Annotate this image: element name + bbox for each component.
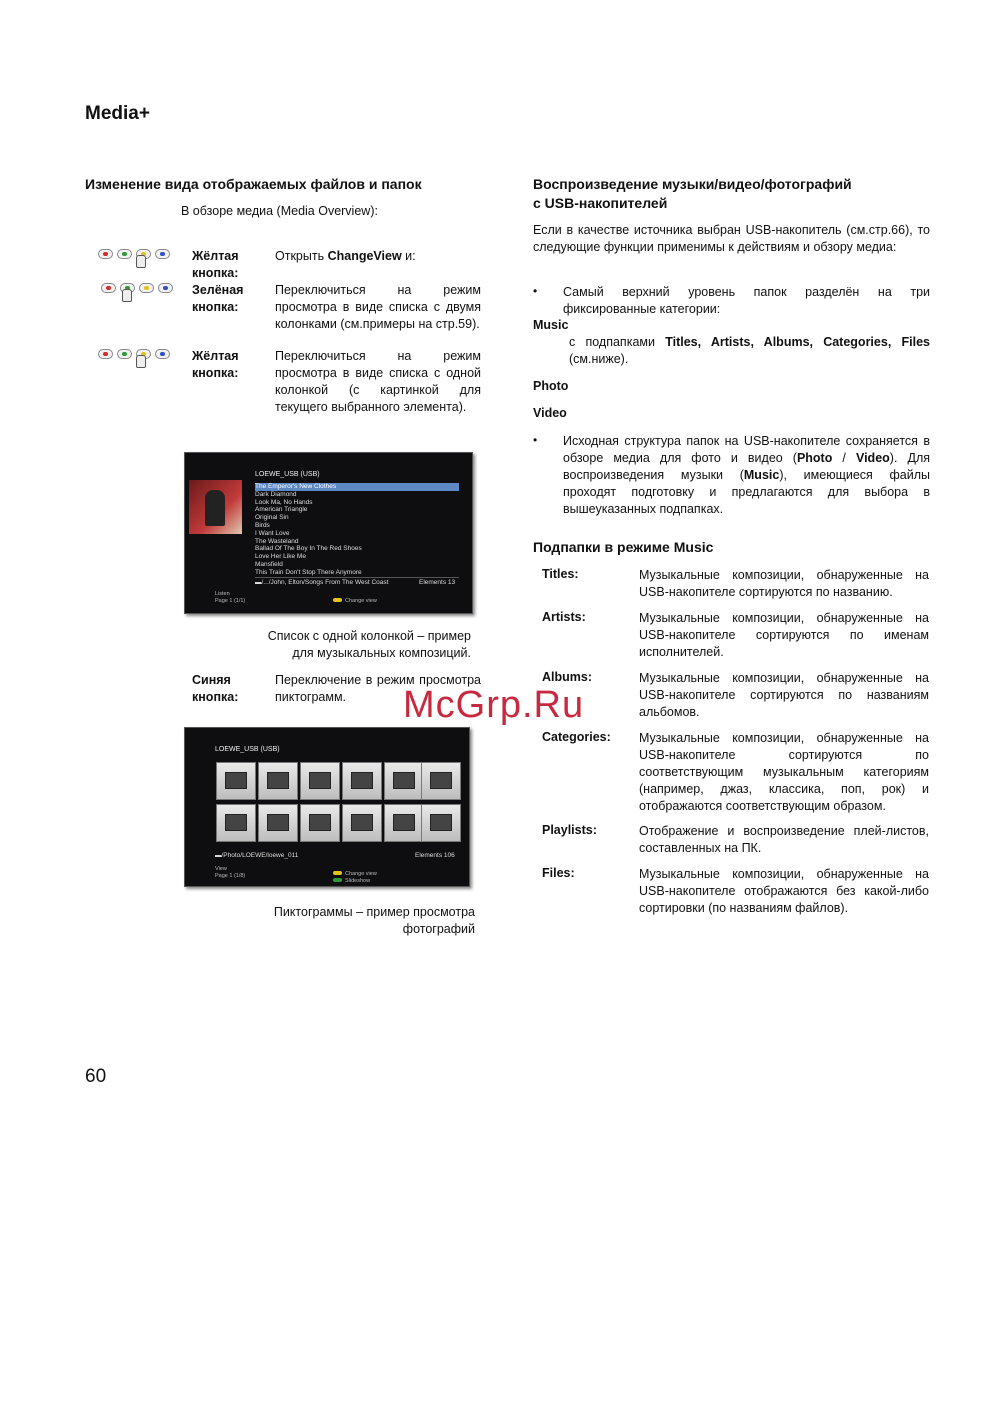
green-button-icon <box>117 349 132 359</box>
running-header: Media+ <box>85 103 150 124</box>
term-playlists: Playlists: <box>542 823 597 837</box>
green-button-icon <box>117 249 132 259</box>
track-item: Birds <box>255 521 270 529</box>
screen2-hints: View Page 1 (1/8) <box>215 866 246 879</box>
def-categories: Музыкальные композиции, обнаруженные на USB-накопителе сортируются по соответствующим музыкальным категориям (например, джаз, классика, поп, рок) и отображаются соответствующим образом. <box>639 731 929 813</box>
screen2-title: LOEWE_USB (USB) <box>215 746 280 753</box>
bullet-1: • <box>533 284 538 298</box>
def-files: Музыкальные композиции, обнаруженные на USB-накопителе отображаются без какой-либо сортировки (по названиям файлов). <box>639 867 929 915</box>
bullet1-text: Самый верхний уровень папок разделён на три фиксированные категории: <box>563 285 930 316</box>
blue-button-icon <box>155 349 170 359</box>
term-albums: Albums: <box>542 670 592 684</box>
photo-label: Photo <box>533 379 569 393</box>
page-number: 60 <box>85 1066 107 1087</box>
track-item: The Emperor's New Clothes <box>255 483 459 491</box>
track-item: Dark Diamond <box>255 490 297 498</box>
track-item: Love Her Like Me <box>255 553 306 561</box>
def-albums: Музыкальные композиции, обнаруженные на USB-накопителе сортируются по названиям альбомов. <box>639 671 929 719</box>
elements-count: Elements 13 <box>419 579 456 586</box>
thumbnail <box>421 804 461 842</box>
thumbnail <box>258 762 298 800</box>
track-item: The Wasteland <box>255 537 299 545</box>
term-categories: Categories: <box>542 730 611 744</box>
caption1: Список с одной колонкой – пример для музыкальных композиций. <box>267 629 471 660</box>
thumbnail <box>258 804 298 842</box>
screen2-color-hints: Change view Slideshow <box>333 871 377 884</box>
remote-buttons-yellow-icon <box>98 249 170 259</box>
row1-text: Открыть ChangeView и: <box>275 249 416 263</box>
watermark: McGrp.Ru <box>403 684 585 726</box>
pointing-hand-icon <box>136 355 146 368</box>
bullet-2: • <box>533 433 538 447</box>
row3-text: Переключиться на режим просмотра в виде списка с одной колонкой (с картинкой для текущего выбранного элемента). <box>275 349 481 414</box>
thumbnail <box>342 762 382 800</box>
term-artists: Artists: <box>542 610 586 624</box>
right-section-heading: Воспроизведение музыки/видео/фотографий с USB-накопителей <box>533 176 852 211</box>
term-files: Files: <box>542 866 575 880</box>
red-button-icon <box>98 349 113 359</box>
track-item: I Want Love <box>255 529 290 537</box>
change-view-hint: Change view <box>333 598 377 606</box>
def-artists: Музыкальные композиции, обнаруженные на USB-накопителе сортируются по именам исполнителей. <box>639 611 929 659</box>
caption2: Пиктограммы – пример просмотра фотографий <box>273 905 475 936</box>
left-intro: В обзоре медиа (Media Overview): <box>181 204 378 218</box>
remote-buttons-green-icon <box>101 283 173 293</box>
blue-row-label: Синяя кнопка: <box>192 673 239 704</box>
def-playlists: Отображение и воспроизведение плей-листов, составленных на ПК. <box>639 824 929 855</box>
thumbnail <box>342 804 382 842</box>
def-titles: Музыкальные композиции, обнаруженные на USB-накопителе сортируются по названию. <box>639 568 929 599</box>
row2-label: Зелёная кнопка: <box>192 283 244 314</box>
thumbnail <box>421 762 461 800</box>
pointing-hand-icon <box>136 255 146 268</box>
tv-screenshot-list-view <box>184 452 473 614</box>
album-cover-image <box>189 480 242 534</box>
track-item: Look Ma, No Hands <box>255 498 313 506</box>
thumbnail <box>384 762 424 800</box>
track-item: Mansfield <box>255 560 283 568</box>
thumbnail <box>216 804 256 842</box>
thumbnail <box>216 762 256 800</box>
track-list <box>255 483 459 577</box>
thumbnail <box>300 762 340 800</box>
music-subfolders-text: с подпапками Titles, Artists, Albums, Categories, Files (см.ниже). <box>569 335 930 366</box>
track-item: This Train Don't Stop There Anymore <box>255 568 362 576</box>
folder-path: ▬/.../John, Elton/Songs From The West Coast <box>255 579 389 586</box>
screen1-title: LOEWE_USB (USB) <box>255 471 320 478</box>
red-button-icon <box>101 283 116 293</box>
photo-elements-count: Elements 106 <box>415 852 455 859</box>
term-titles: Titles: <box>542 567 579 581</box>
bullet2-text: Исходная структура папок на USB-накопителе сохраняется в обзоре медиа для фото и видео (Photo / Video). Для воспроизведения музыки (Music), имеющиеся файлы проходят подготовку и предлагаются для выбора в вышеуказанных подпапках. <box>563 434 931 516</box>
thumbnail <box>300 804 340 842</box>
right-intro: Если в качестве источника выбран USB-накопитель (см.стр.66), то следующие функции применимы к действиям и обзору медиа: <box>533 223 930 254</box>
track-item: American Triangle <box>255 506 308 514</box>
music-subfolders-heading: Подпапки в режиме Music <box>533 539 714 555</box>
row3-label: Жёлтая кнопка: <box>192 349 239 380</box>
thumbnail <box>384 804 424 842</box>
remote-buttons-yellow-icon-2 <box>98 349 170 359</box>
screen1-hints: Listen Page 1 (1/1) <box>215 591 246 604</box>
row1-label: Жёлтая кнопка: <box>192 249 239 280</box>
blue-row-text: Переключение в режим просмотра пиктограмм. <box>275 673 481 704</box>
yellow-button-icon <box>139 283 154 293</box>
photo-folder-path: ▬/Photo/LOEWE/loewe_011 <box>215 852 299 859</box>
left-section-heading: Изменение вида отображаемых файлов и папок <box>85 176 422 192</box>
music-label: Music <box>533 318 569 332</box>
tv-screenshot-thumbnail-view <box>184 727 470 887</box>
row2-text: Переключиться на режим просмотра в виде списка с двумя колонками (см.примеры на стр.59). <box>275 283 481 331</box>
red-button-icon <box>98 249 113 259</box>
video-label: Video <box>533 406 567 420</box>
blue-button-icon <box>158 283 173 293</box>
pointing-hand-icon <box>122 289 132 302</box>
track-item: Ballad Of The Boy In The Red Shoes <box>255 545 362 553</box>
track-item: Original Sin <box>255 514 289 522</box>
blue-button-icon <box>155 249 170 259</box>
